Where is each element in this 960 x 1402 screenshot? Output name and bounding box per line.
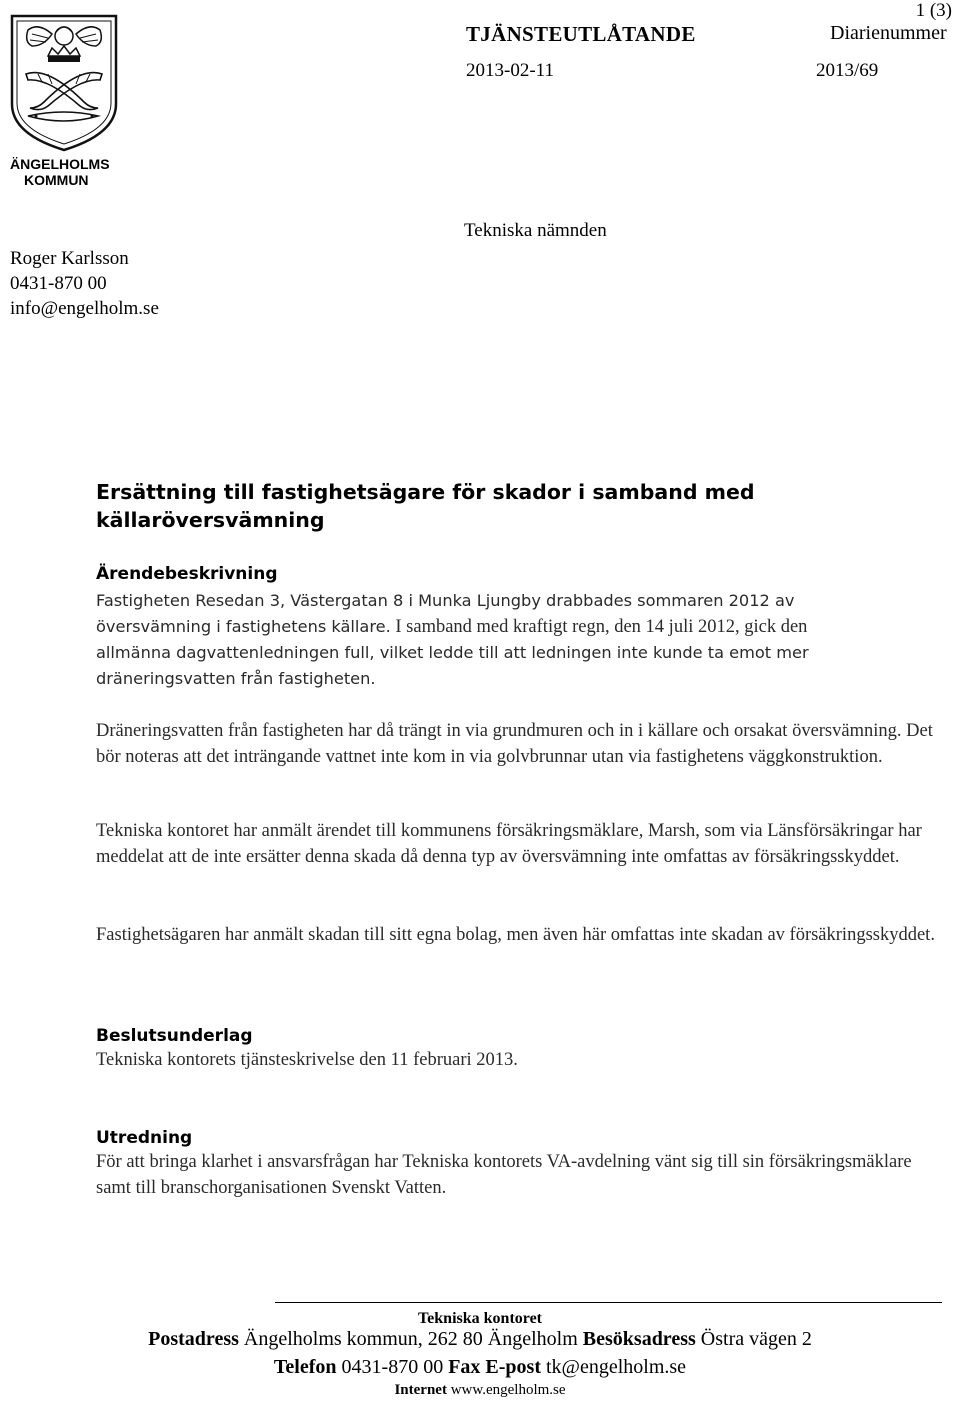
paragraph-2: Dräneringsvatten från fastigheten har då trängt in via grundmuren och in i källare och orsakat översvämning. Det bör noteras att det inträngande vattnet inte kom in via golvbrunnar utan via fastighetens väggkonstruktion. [96,721,933,767]
telefon-label: Telefon [273,1356,337,1378]
title-line-2: källaröversvämning [96,508,325,532]
footer-divider [275,1302,942,1303]
besoksadress-value: Östra vägen 2 [695,1328,812,1350]
paragraph-3: Tekniska kontoret har anmält ärendet till kommunens försäkringsmäklare, Marsh, som via Länsförsäkringar har meddelat att de inte ersätter denna skada då denna typ av översvämning inte omfattas av försäkringsskyddet. [96,821,922,867]
document-type: TJÄNSTEUTLÅTANDE [466,22,696,46]
logo-wordmark [10,156,130,188]
sender-email: info@engelholm.se [10,298,159,319]
paragraph-1 [96,588,936,692]
p1-part-d: dräneringsvatten från fastigheten. [96,669,376,688]
internet-value: www.engelholm.se [446,1382,566,1398]
sender-phone: 0431-870 00 [10,273,107,294]
section-heading-beslutsunderlag: Beslutsunderlag [96,1026,253,1046]
besoksadress-label: Besöksadress [582,1328,696,1350]
footer-org: Tekniska kontoret [417,1310,543,1327]
footer-web-line [0,1382,960,1399]
postadress-label: Postadress [148,1328,239,1350]
page-title [96,478,936,534]
document-date: 2013-02-11 [466,60,554,81]
recipient: Tekniska nämnden [464,220,607,241]
page-number: 1 (3) [915,0,952,21]
title-line-1: Ersättning till fastighetsägare för skador i samband med [96,480,755,504]
section-beslutsunderlag [96,1025,936,1073]
municipal-crest-logo [8,12,120,152]
section-heading-arendebeskrivning: Ärendebeskrivning [96,564,278,584]
section-utredning [96,1127,936,1201]
p1-part-c: allmänna dagvattenledningen full, vilket ledde till att ledningen inte kunde ta emot mer [96,643,809,662]
footer-address-line [0,1328,960,1351]
beslut-text: Tekniska kontorets tjänsteskrivelse den 11 februari 2013. [96,1050,518,1070]
epost-label: E-post [485,1356,541,1378]
paragraph-4: Fastighetsägaren har anmält skadan till sitt egna bolag, men även här omfattas inte skadan av försäkringsskyddet. [96,925,935,945]
telefon-value: 0431-870 00 [336,1356,449,1378]
utredning-text: För att bringa klarhet i ansvarsfrågan har Tekniska kontorets VA-avdelning vänt sig till sin försäkringsmäklare samt till branschorganisationen Svenskt Vatten. [96,1152,912,1198]
epost-value: tk@engelholm.se [541,1356,687,1378]
sender-name: Roger Karlsson [10,248,129,269]
postadress-value: Ängelholms kommun, 262 80 Ängelholm [238,1328,583,1350]
sender-block [10,246,159,321]
diarie-number: 2013/69 [816,60,879,81]
p1-part-b: översvämning i fastighetens källare. [96,617,391,636]
fax-label: Fax [448,1356,481,1378]
internet-label: Internet [394,1382,447,1398]
section-heading-utredning: Utredning [96,1128,193,1148]
logo-line-2: KOMMUN [24,172,89,188]
footer-contact-line [0,1356,960,1379]
p1-part-a: Fastigheten Resedan 3, Västergatan 8 i Munka Ljungby drabbades sommaren 2012 av [96,591,795,610]
logo-line-1: ÄNGELHOLMS [10,156,110,172]
diarie-label: Diarienummer [830,22,947,44]
p1-part-serif: I samband med kraftigt regn, den 14 juli 2012, gick den [390,617,808,637]
